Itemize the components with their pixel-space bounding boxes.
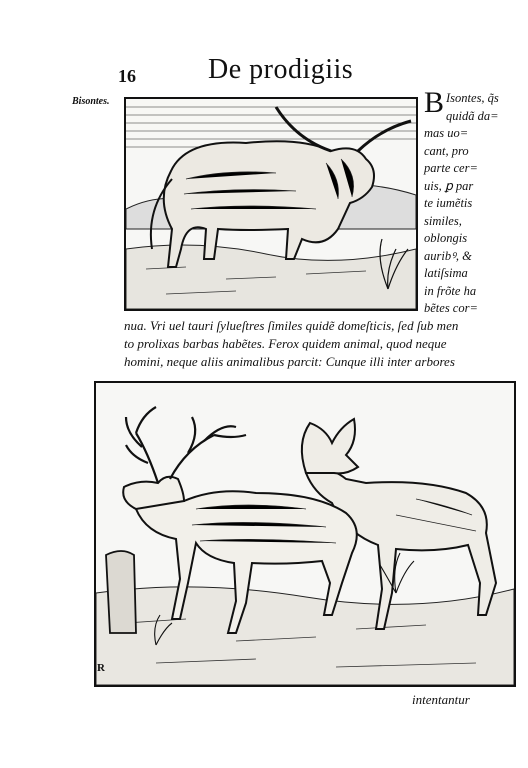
bison-woodcut-illustration [124,97,418,311]
side-line: in frõte ha [424,283,477,298]
side-line: latiſsima [424,266,468,280]
side-line: cant, pro [424,143,469,158]
side-line: mas uo= [424,126,469,140]
side-line: oblongis [424,231,468,245]
body-text-line: nua. Vri uel tauri ſylueſtres ſimiles quidẽ domeſticis, ſed ſub men [124,318,459,333]
deer-woodcut-illustration [94,381,516,687]
drop-cap: B [424,86,445,119]
deer-woodcut-drawing [96,383,514,685]
side-column-text [424,86,499,318]
side-line: parte cer= [424,161,478,175]
body-text-line: homini, neque aliis animalibus parcit: Cunque illi inter arbores [124,354,455,369]
bison-woodcut-drawing [126,99,416,309]
page-number: 16 [118,66,136,86]
margin-note: Bisontes. [72,96,110,107]
side-line: bẽtes cor= [424,301,478,315]
catchword: intentantur [412,692,470,707]
side-line: similes, [424,213,462,228]
side-line: Isontes, q̃s [446,91,499,105]
side-line: quidã da= [446,108,499,123]
body-text-line: to prolixas barbas habẽtes. Ferox quidem animal, quod neque [124,336,447,351]
artist-monogram: R [97,662,105,674]
side-line: uis, ꝑ par [424,178,474,193]
running-title: De prodigiis [208,54,354,85]
side-line: auribꝰ, & [424,248,472,263]
side-line: te iumẽtis [424,196,473,210]
